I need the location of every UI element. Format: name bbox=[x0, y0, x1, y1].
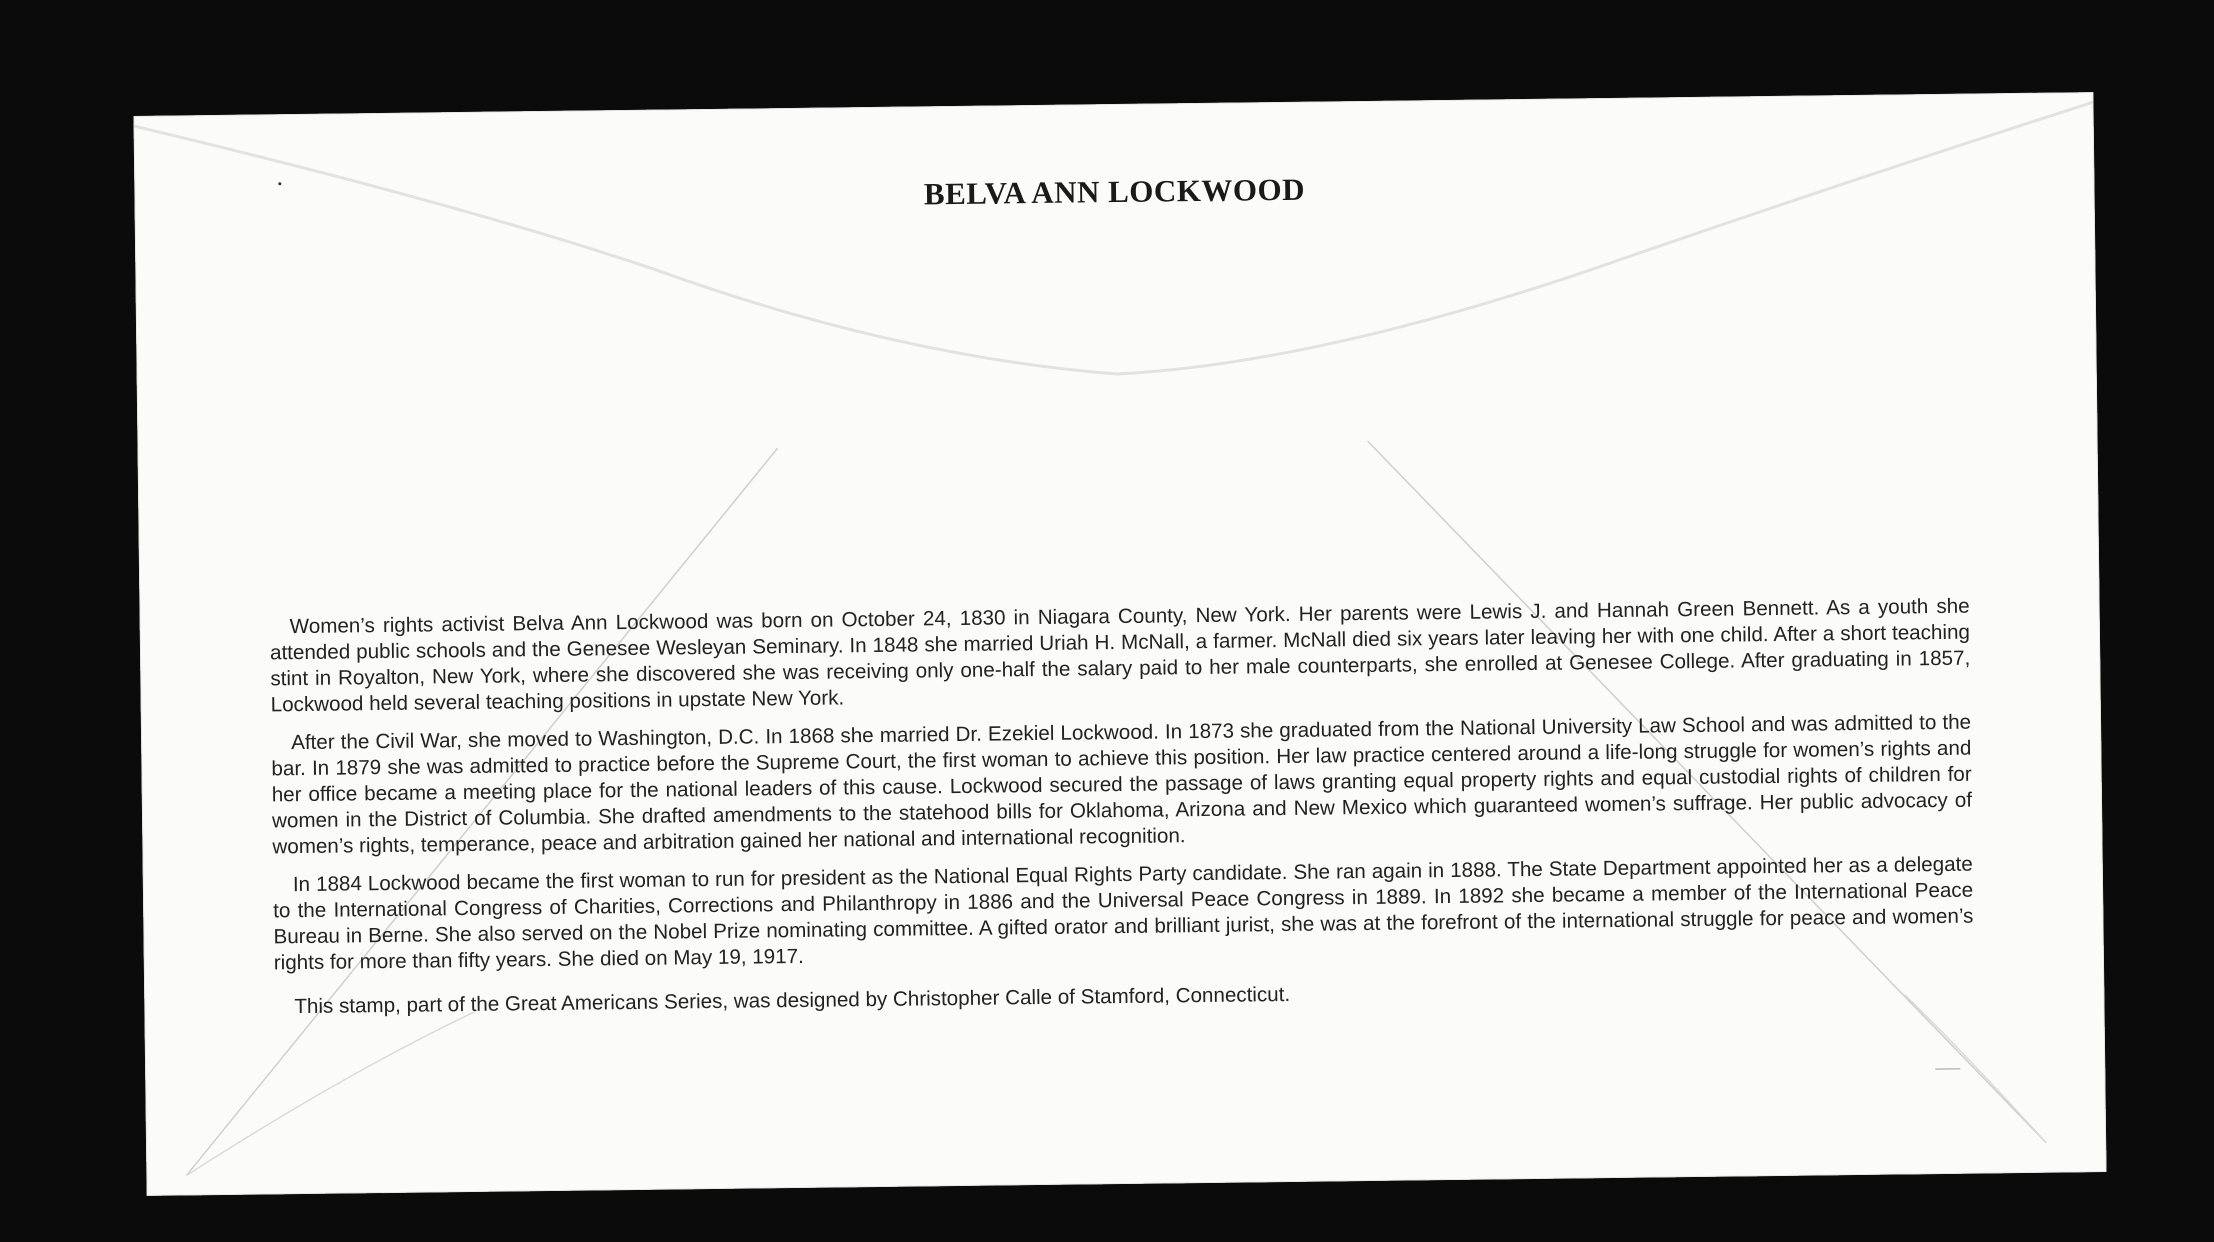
biography-paragraph-1: Women’s rights activist Belva Ann Lockwood was born on October 24, 1830 in Niagara County, New York. Her parents were Lewis J. and Hannah Green Bennett. As a youth she attended public schools and the Genesee Wesleyan Seminary. In 1848 she married Uriah H. McNall, a farmer. McNall died six years later leaving her with one child. After a short teaching stint in Royalton, New York, where she discovered she was receiving only one-half the salary paid to her male counterparts, she enrolled at Genesee College. After graduating in 1857, Lockwood held several teaching positions in upstate New York. bbox=[269, 594, 1971, 717]
biography-text bbox=[270, 594, 1975, 1033]
envelope-back bbox=[133, 92, 2106, 1196]
biography-paragraph-3: In 1884 Lockwood became the first woman to run for president as the National Equal Rights Party candidate. She ran again in 1888. The State Department appointed her as a delegate to the International Congress of Charities, Corrections and Philanthropy in 1886 and the Universal Peace Congress in 1889. In 1892 she became a member of the International Peace Bureau in Berne. She also served on the Nobel Prize nominating committee. A gifted orator and brilliant jurist, she was at the forefront of the international struggle for peace and women’s rights for more than fifty years. She died on May 19, 1917. bbox=[273, 852, 1974, 975]
biography-paragraph-2: After the Civil War, she moved to Washington, D.C. In 1868 she married Dr. Ezekiel Lockwood. In 1873 she graduated from the National University Law School and was admitted to the bar. In 1879 she was admitted to practice before the Supreme Court, the first woman to achieve this position. Her law practice centered around a life-long struggle for women’s rights and her office became a meeting place for the national leaders of this cause. Lockwood secured the passage of laws granting equal property rights and equal custodial rights of children for women in the District of Columbia. She drafted amendments to the statehood bills for Oklahoma, Arizona and New Mexico which guaranteed women’s suffrage. Her public advocacy of women’s rights, temperance, peace and arbitration gained her national and international recognition. bbox=[271, 710, 1973, 859]
bottom-flap-left bbox=[184, 1012, 476, 1176]
document-title: BELVA ANN LOCKWOOD bbox=[923, 171, 1306, 212]
stamp-credit-line: This stamp, part of the Great Americans Series, was designed by Christopher Calle of Stamford, Connecticut. bbox=[294, 982, 1291, 1019]
top-flap-edge bbox=[134, 102, 2097, 386]
